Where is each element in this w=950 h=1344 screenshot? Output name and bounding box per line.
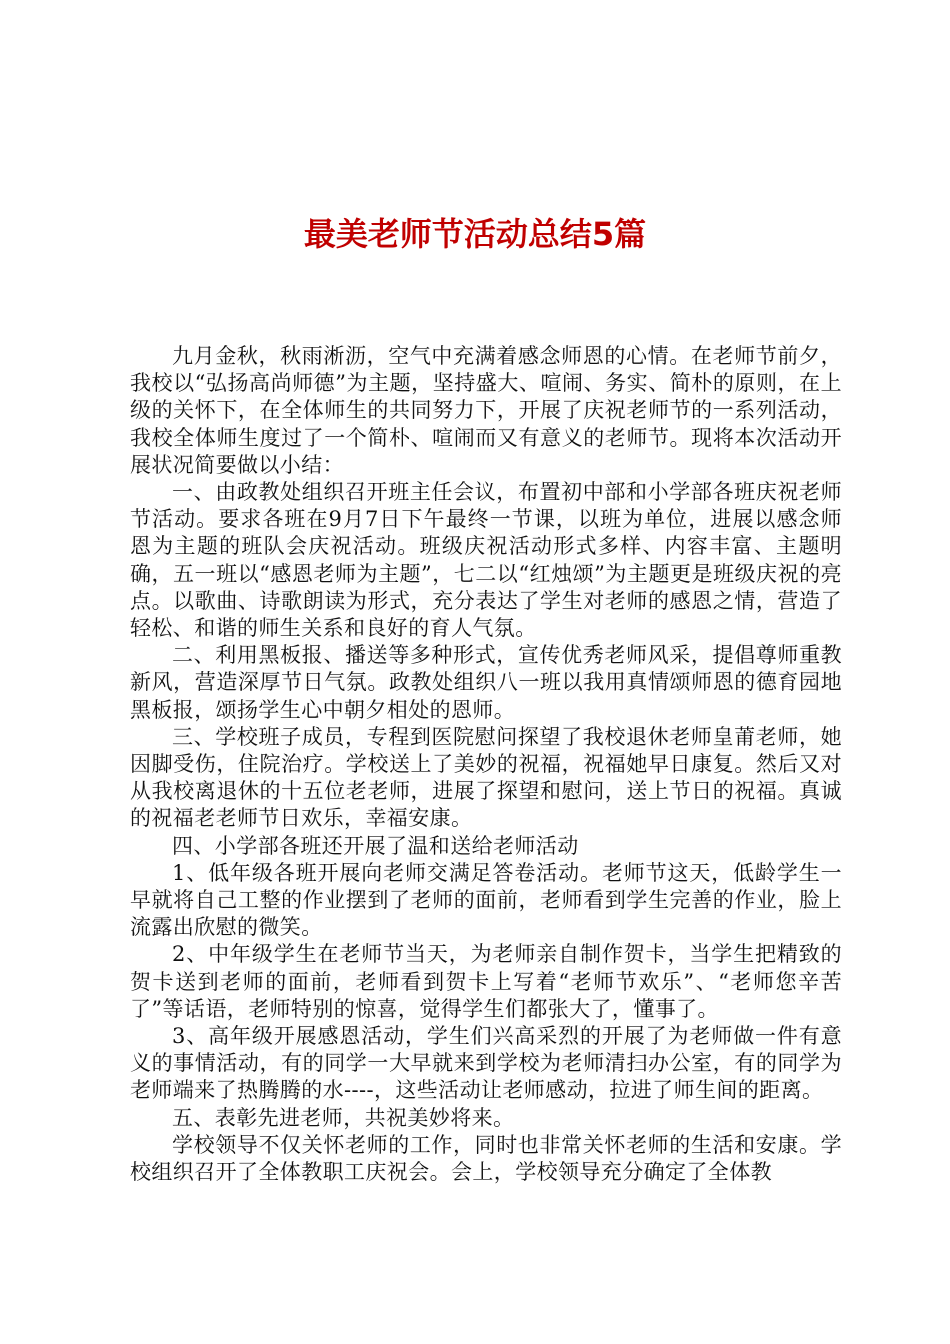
paragraph-item-3: 3、高年级开展感恩活动，学生们兴高采烈的开展了为老师做一件有意义的事情活动，有的同学一大早就来到学校为老师清扫办公室，有的同学为老师端来了热腾腾的水----，这些活动让老师感动，拉进了师生间的距离。 (130, 1024, 842, 1103)
paragraph-intro: 九月金秋，秋雨淅沥，空气中充满着感念师恩的心情。在老师节前夕，我校以“弘扬高尚师德”为主题，坚持盛大、喧闹、务实、简朴的原则，在上级的关怀下，在全体师生的共同努力下，开展了庆祝老师节的一系列活动，我校全体师生度过了一个简朴、喧闹而又有意义的老师节。现将本次活动开展状况简要做以小结： (130, 344, 842, 477)
paragraph-section-3: 三、学校班子成员，专程到医院慰问探望了我校退休老师皇莆老师，她因脚受伤，住院治疗。学校送上了美妙的祝福，祝福她早日康复。然后又对从我校离退休的十五位老老师，进展了探望和慰问，送上节日的祝福。真诚的祝福老老师节日欢乐，幸福安康。 (130, 724, 842, 831)
paragraph-item-2: 2、中年级学生在老师节当天，为老师亲自制作贺卡，当学生把精致的贺卡送到老师的面前，老师看到贺卡上写着“老师节欢乐”、“老师您辛苦了”等话语，老师特别的惊喜，觉得学生们都张大了，懂事了。 (130, 942, 842, 1021)
document-body (130, 343, 842, 1186)
paragraph-item-1: 1、低年级各班开展向老师交满足答卷活动。老师节这天，低龄学生一早就将自己工整的作业摆到了老师的面前，老师看到学生完善的作业，脸上流露出欣慰的微笑。 (130, 860, 842, 940)
document-title: 最美老师节活动总结5篇 (303, 215, 647, 253)
paragraph-closing: 学校领导不仅关怀老师的工作，同时也非常关怀老师的生活和安康。学校组织召开了全体教职工庆祝会。会上，学校领导充分确定了全体教 (130, 1132, 842, 1185)
paragraph-section-2: 二、利用黑板报、播送等多种形式，宣传优秀老师风采，提倡尊师重教新风，营造深厚节日气氛。政教处组织八一班以我用真情颂师恩的德育园地黑板报，颂扬学生心中朝夕相处的恩师。 (130, 643, 842, 722)
paragraph-section-1: 一、由政教处组织召开班主任会议，布置初中部和小学部各班庆祝老师节活动。要求各班在9月7日下午最终一节课，以班为单位，进展以感念师恩为主题的班队会庆祝活动。班级庆祝活动形式多样、内容丰富、主题明确，五一班以“感恩老师为主题”，七二以“红烛颂”为主题更是班级庆祝的亮点。以歌曲、诗歌朗读为形式，充分表达了学生对老师的感恩之情，营造了轻松、和谐的师生关系和良好的育人气氛。 (130, 480, 842, 641)
paragraph-section-4-heading: 四、小学部各班还开展了温和送给老师活动 (172, 833, 579, 858)
paragraph-section-5-heading: 五、表彰先进老师，共祝美妙将来。 (172, 1105, 515, 1130)
